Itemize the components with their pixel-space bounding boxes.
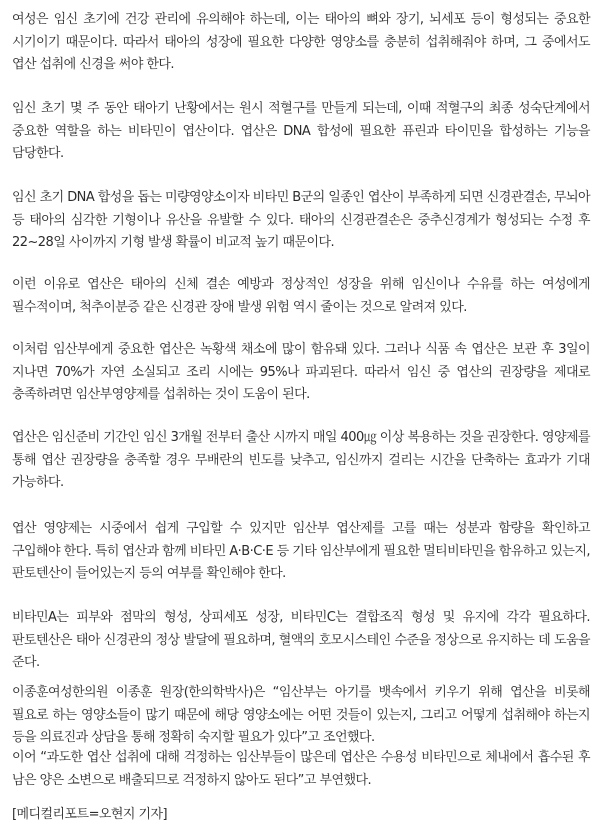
article-paragraph: 이처럼 임산부에게 중요한 엽산은 녹황색 채소에 많이 함유돼 있다. 그러나 식품 속 엽산은 보관 후 3일이 지나면 70%가 자연 소실되고 조리 시에는 95%나 파괴된다. 따라서 임신 중 엽산의 권장량을 제대로 충족하려면 임산부영양제를 섭취하는 것이 도움이 된다. (12, 342, 590, 402)
article-byline: [메디컬리포트=오현지 기자] (12, 807, 168, 822)
article-paragraph: 엽산은 임신준비 기간인 임신 3개월 전부터 출산 시까지 매일 400㎍ 이상 복용하는 것을 권장한다. 영양제를 통해 엽산 권장량을 충족할 경우 무배란의 빈도를 낮추고, 임신까지 걸리는 시간을 단축하는 효과가 기대 가능하다. (12, 430, 590, 490)
article-paragraph: 임신 초기 몇 주 동안 태아기 난황에서는 원시 적혈구를 만들게 되는데, 이때 적혈구의 최종 성숙단계에서 중요한 역할을 하는 비타민이 엽산이다. 엽산은 DNA 합성에 필요한 퓨린과 타이민을 합성하는 기능을 담당한다. (12, 101, 590, 161)
article-paragraph: 여성은 임신 초기에 건강 관리에 유의해야 하는데, 이는 태아의 뼈와 장기, 뇌세포 등이 형성되는 중요한 시기이기 때문이다. 따라서 태아의 성장에 필요한 다양한 영양소를 충분히 섭취해줘야 하며, 그 중에서도 엽산 섭취에 신경을 써야 한다. (12, 12, 590, 72)
article-paragraph: 이런 이유로 엽산은 태아의 신체 결손 예방과 정상적인 성장을 위해 임신이나 수유를 하는 여성에게 필수적이며, 척추이분증 같은 신경관 장애 발생 위험 역시 줄이는 것으로 알려져 있다. (12, 277, 590, 315)
article-paragraph: 엽산 영양제는 시중에서 쉽게 구입할 수 있지만 임산부 엽산제를 고를 때는 성분과 함량을 확인하고 구입해야 한다. 특히 엽산과 함께 비타민 A·B·C·E 등 기타 임산부에게 필요한 멀티비타민을 함유하고 있는지, 판토텐산이 들어있는지 등의 여부를 확인해야 한다. (12, 521, 590, 581)
article-paragraph: 임신 초기 DNA 합성을 돕는 미량영양소이자 비타민 B군의 일종인 엽산이 부족하게 되면 신경관결손, 무뇌아 등 태아의 심각한 기형이나 유산을 유발할 수 있다. 태아의 신경관결손은 중추신경계가 형성되는 수정 후 22~28일 사이까지 기형 발생 확률이 비교적 높기 때문이다. (12, 190, 590, 250)
article-paragraph: 비타민A는 피부와 점막의 형성, 상피세포 성장, 비타민C는 결합조직 형성 및 유지에 각각 필요하다. 판토텐산은 태아 신경관의 정상 발달에 필요하며, 혈액의 호모시스테인 수준을 정상으로 유지하는 데 도움을 준다. (12, 610, 590, 670)
article-paragraph: 이어 “과도한 엽산 섭취에 대해 걱정하는 임산부들이 많은데 엽산은 수용성 비타민으로 체내에서 흡수된 후 남은 양은 소변으로 배출되므로 걱정하지 않아도 된다”고 부연했다. (12, 750, 590, 788)
article-paragraph: 이종훈여성한의원 이종훈 원장(한의학박사)은 “임산부는 아기를 뱃속에서 키우기 위해 엽산을 비롯해 필요로 하는 영양소들이 많기 때문에 해당 영양소에는 어떤 것들이 있는지, 그리고 어떻게 섭취해야 하는지 등을 의료진과 상담을 통해 정확히 숙지할 필요가 있다”고 조언했다. (12, 685, 590, 745)
